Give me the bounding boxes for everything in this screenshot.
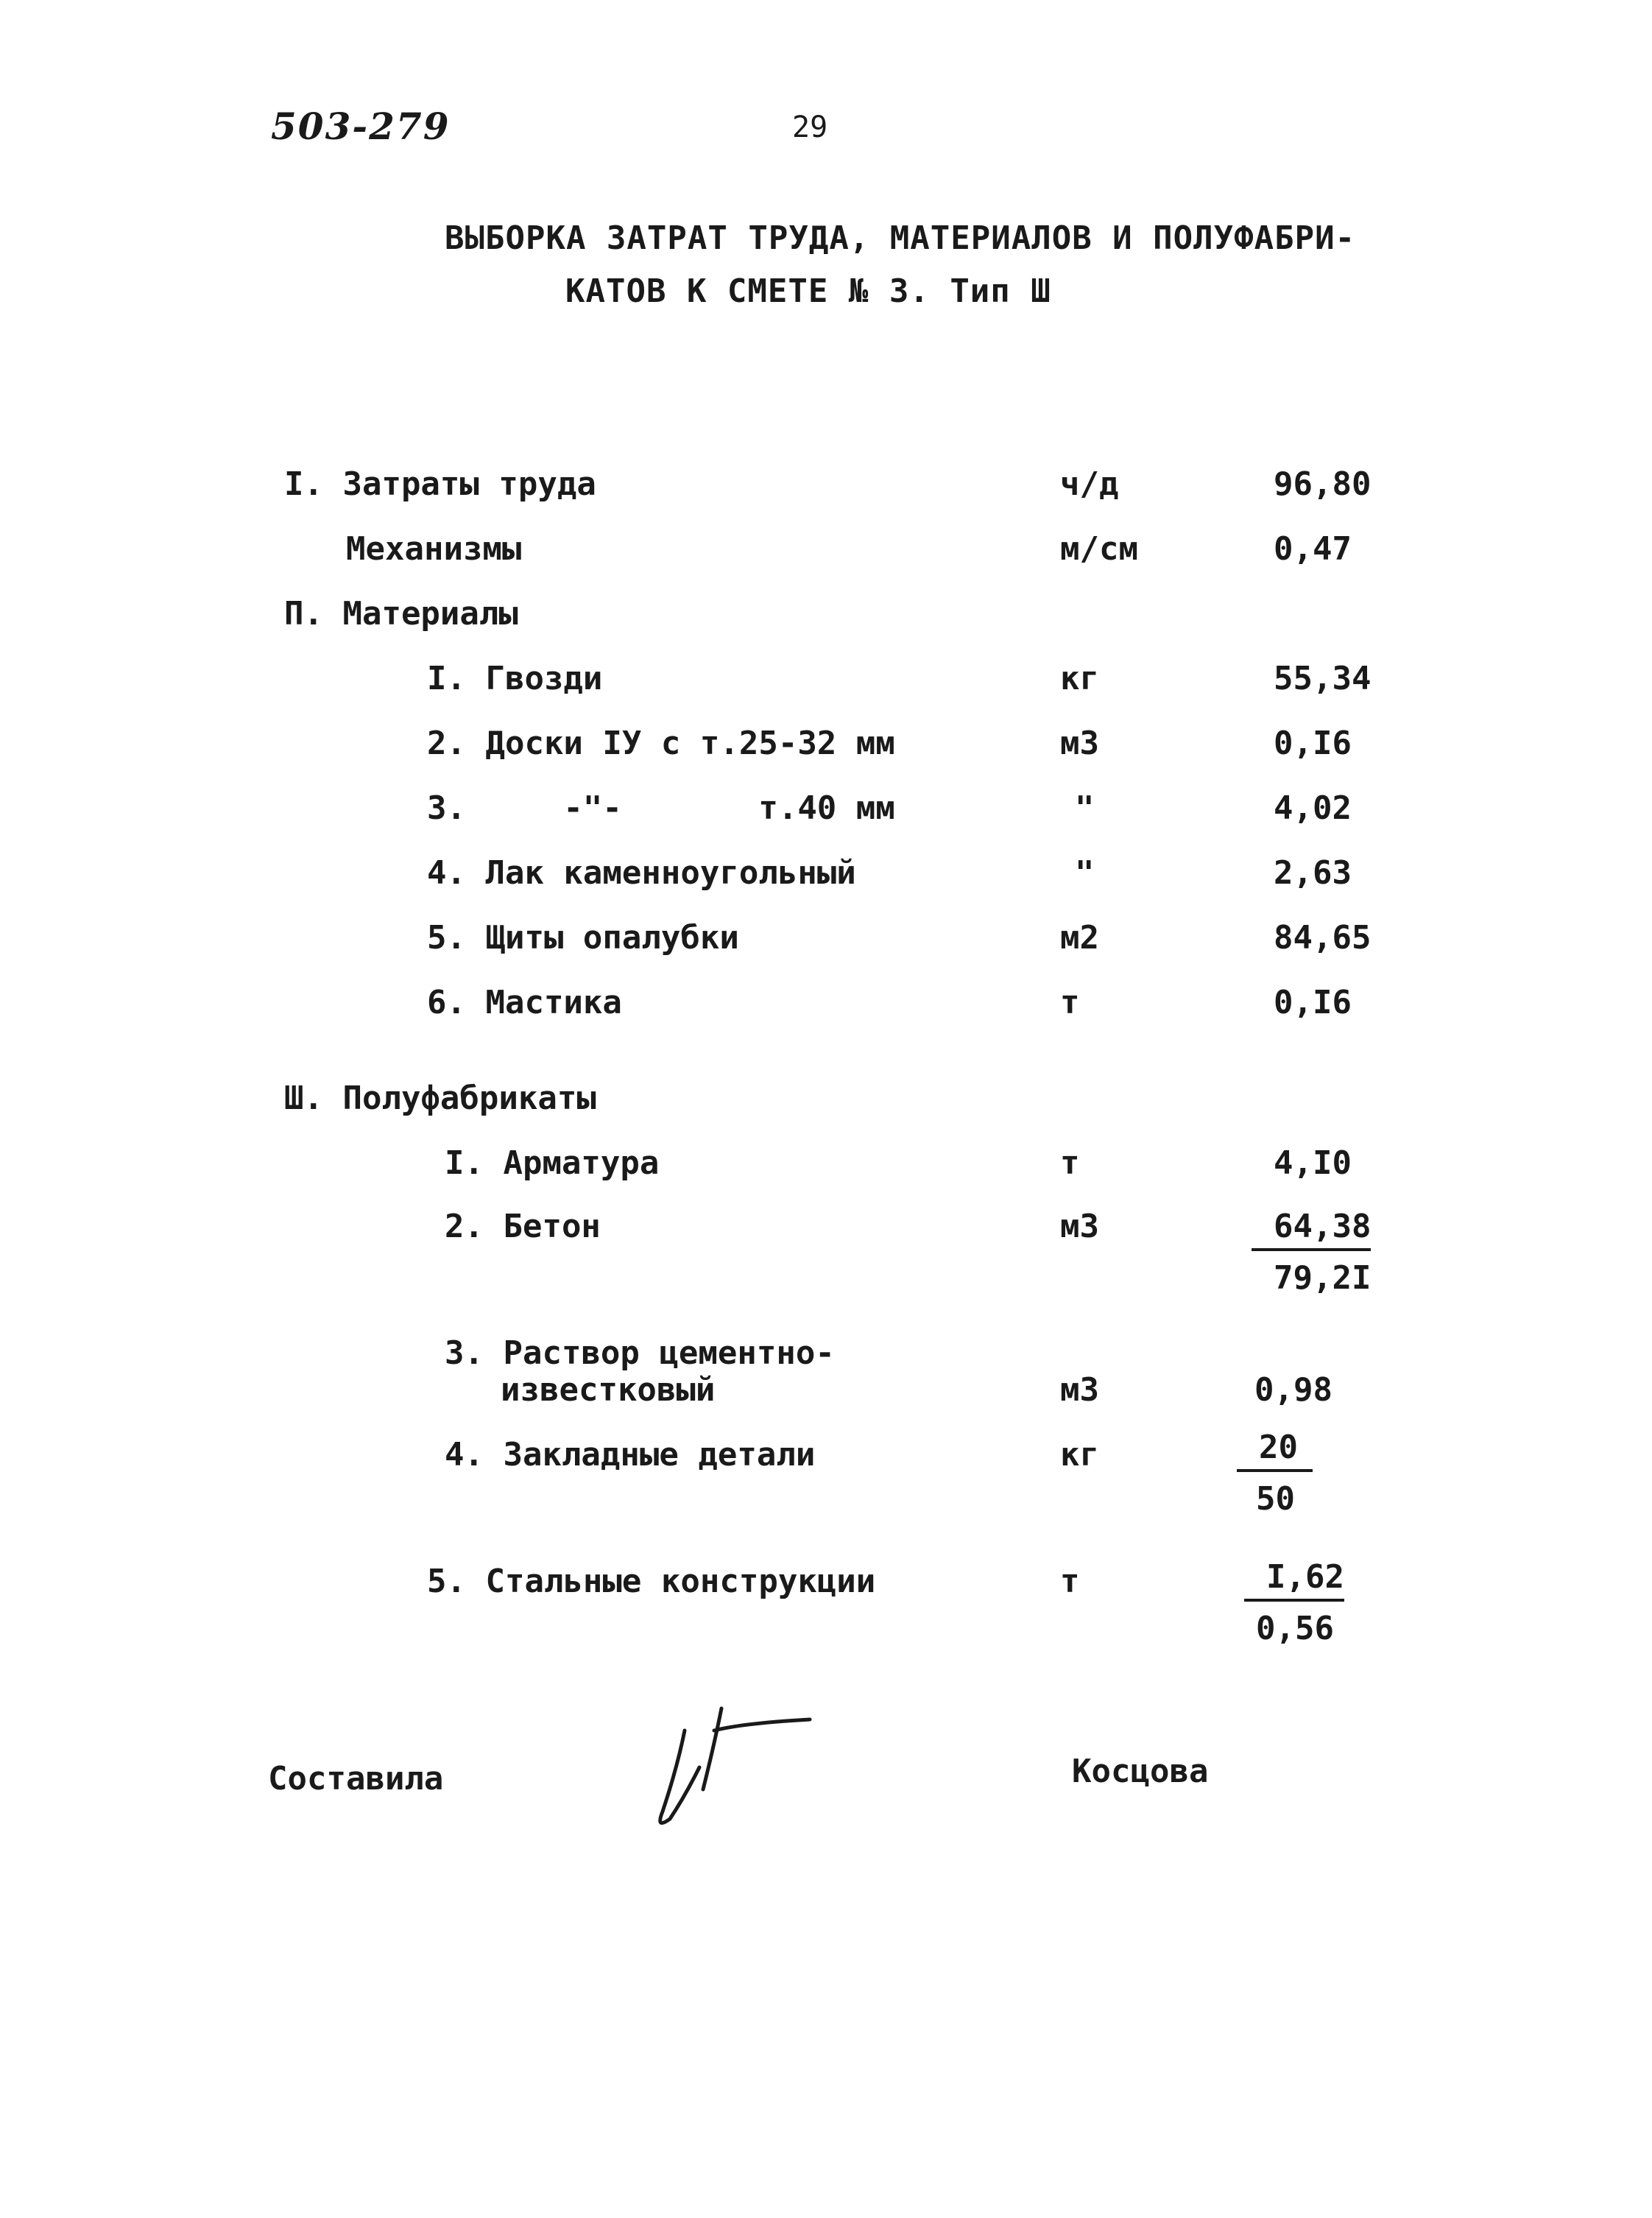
material-item-unit: м2 xyxy=(1060,919,1099,957)
material-item-label: I. Гвозди xyxy=(427,660,603,697)
material-item-value: 0,I6 xyxy=(1274,984,1352,1021)
material-item-unit: " xyxy=(1075,854,1095,892)
semifinished-item-unit: т xyxy=(1060,1563,1080,1600)
material-item-unit: кг xyxy=(1060,660,1099,697)
handwritten-signature xyxy=(633,1701,854,1834)
document-code: 503-279 xyxy=(271,105,451,148)
material-item-label: 4. Лак каменноугольный xyxy=(427,854,856,892)
machines-value: 0,47 xyxy=(1274,530,1352,568)
semifinished-item-value-alt: 50 xyxy=(1256,1480,1295,1518)
semifinished-item-value-alt: 0,56 xyxy=(1256,1610,1334,1647)
semifinished-item-label: 5. Стальные конструкции xyxy=(427,1563,876,1600)
material-item-value: 84,65 xyxy=(1274,919,1372,957)
material-item-value: 0,I6 xyxy=(1274,725,1352,762)
semifinished-item-value: I,62 xyxy=(1244,1558,1344,1602)
semifinished-item-label: 2. Бетон xyxy=(445,1208,601,1245)
semifinished-item-unit: м3 xyxy=(1060,1371,1099,1409)
semifinished-item-label-cont: известковый xyxy=(501,1371,716,1409)
labor-label: I. Затраты труда xyxy=(284,465,596,503)
material-item-value: 4,02 xyxy=(1274,789,1352,827)
material-item-label: 2. Доски IУ с т.25-32 мм xyxy=(427,725,895,762)
semifinished-item-label: I. Арматура xyxy=(445,1144,660,1182)
material-item-label: 3. -"- т.40 мм xyxy=(427,789,895,827)
material-item-unit: т xyxy=(1060,984,1080,1021)
semifinished-item-unit: кг xyxy=(1060,1436,1099,1474)
labor-value: 96,80 xyxy=(1274,465,1372,503)
semifinished-item-label: 4. Закладные детали xyxy=(445,1436,816,1474)
semifinished-item-label: 3. Раствор цементно- xyxy=(445,1334,835,1372)
machines-unit: м/см xyxy=(1060,530,1138,568)
machines-label: Механизмы xyxy=(346,530,522,568)
semifinished-heading: Ш. Полуфабрикаты xyxy=(284,1080,596,1117)
page-title-line-1: ВЫБОРКА ЗАТРАТ ТРУДА, МАТЕРИАЛОВ И ПОЛУФАБРИ- xyxy=(445,219,1356,257)
material-item-label: 5. Щиты опалубки xyxy=(427,919,739,957)
materials-heading: П. Материалы xyxy=(284,595,518,633)
material-item-unit: м3 xyxy=(1060,725,1099,762)
compiled-by-label: Составила xyxy=(268,1760,444,1798)
semifinished-item-unit: м3 xyxy=(1060,1208,1099,1245)
semifinished-item-value: 20 xyxy=(1237,1429,1313,1472)
labor-unit: ч/д xyxy=(1060,465,1119,503)
material-item-label: 6. Мастика xyxy=(427,984,622,1021)
compiler-name: Косцова xyxy=(1072,1753,1209,1790)
semifinished-item-unit: т xyxy=(1060,1144,1080,1182)
page-number: 29 xyxy=(792,110,828,144)
semifinished-item-value: 4,I0 xyxy=(1274,1144,1352,1182)
material-item-value: 55,34 xyxy=(1274,660,1372,697)
material-item-value: 2,63 xyxy=(1274,854,1352,892)
semifinished-item-value: 0,98 xyxy=(1254,1371,1332,1409)
page-title-line-2: КАТОВ К СМЕТЕ № 3. Тип Ш xyxy=(565,272,1051,310)
semifinished-item-value-alt: 79,2I xyxy=(1274,1259,1372,1297)
material-item-unit: " xyxy=(1075,789,1095,827)
semifinished-item-value: 64,38 xyxy=(1252,1208,1371,1251)
